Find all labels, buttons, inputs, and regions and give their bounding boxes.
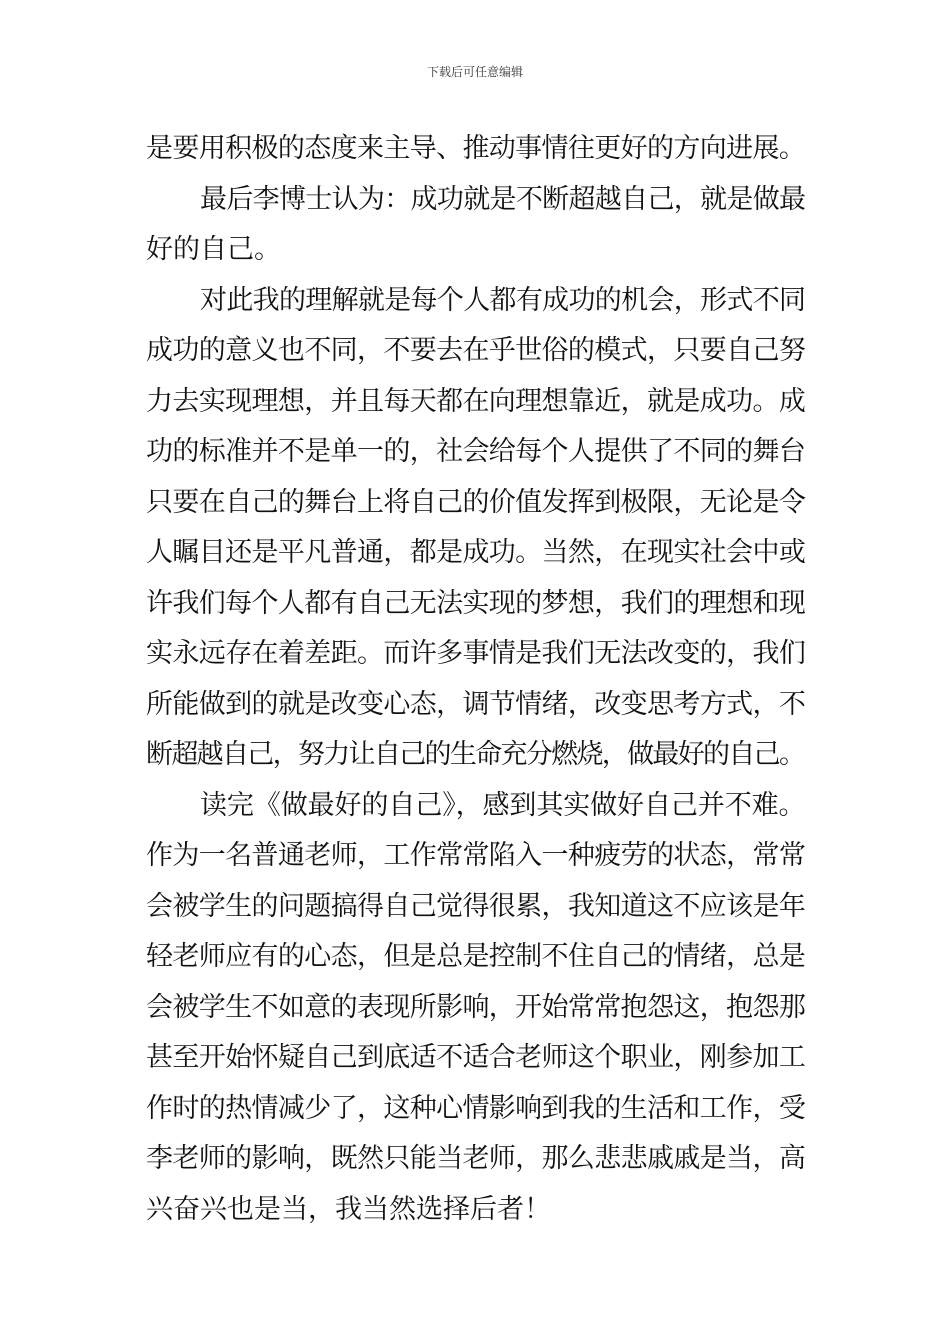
text-line: 许我们每个人都有自己无法实现的梦想，我们的理想和现 — [146, 587, 806, 619]
text-line: 会被学生不如意的表现所影响，开始常常抱怨这，抱怨那 — [146, 991, 806, 1023]
text-line: 甚至开始怀疑自己到底适不适合老师这个职业，刚参加工 — [146, 1042, 806, 1073]
text-line: 断超越自己，努力让自己的生命充分燃烧，做最好的自己。 — [146, 739, 805, 770]
text-line: 实永远存在着差距。而许多事情是我们无法改变的，我们 — [146, 638, 806, 669]
text-line: 所能做到的就是改变心态，调节情绪，改变思考方式，不 — [146, 688, 806, 720]
paragraph-first-line: 读完《做最好的自己》，感到其实做好自己并不难。 — [200, 789, 806, 821]
text-line: 作时的热情减少了，这种心情影响到我的生活和工作，受 — [146, 1092, 806, 1124]
text-line: 会被学生的问题搞得自己觉得很累，我知道这不应该是年 — [146, 890, 806, 922]
text-line: 人瞩目还是平凡普通，都是成功。当然，在现实社会中或 — [146, 537, 806, 568]
page-header: 下载后可任意编辑 — [426, 65, 523, 79]
text-line: 作为一名普通老师，工作常常陷入一种疲劳的状态，常常 — [146, 840, 806, 871]
text-line: 兴奋兴也是当，我当然选择后者！ — [146, 1193, 551, 1225]
text-line: 李老师的影响，既然只能当老师，那么悲悲戚戚是当，高 — [146, 1143, 806, 1174]
paragraph-first-line: 对此我的理解就是每个人都有成功的机会，形式不同 — [200, 284, 806, 316]
text-line: 轻老师应有的心态，但是总是控制不住自己的情绪，总是 — [146, 941, 806, 972]
text-line: 功的标准并不是单一的，社会给每个人提供了不同的舞台 — [146, 436, 806, 467]
text-line: 力去实现理想，并且每天都在向理想靠近，就是成功。成 — [146, 385, 806, 417]
paragraph-first-line: 最后李博士认为：成功就是不断超越自己，就是做最 — [200, 183, 806, 215]
text-line: 好的自己。 — [146, 234, 281, 265]
text-line: 只要在自己的舞台上将自己的价值发挥到极限，无论是令 — [146, 486, 806, 518]
text-line: 是要用积极的态度来主导、推动事情往更好的方向进展。 — [146, 133, 806, 164]
text-line: 成功的意义也不同，不要去在乎世俗的模式，只要自己努 — [146, 335, 806, 366]
